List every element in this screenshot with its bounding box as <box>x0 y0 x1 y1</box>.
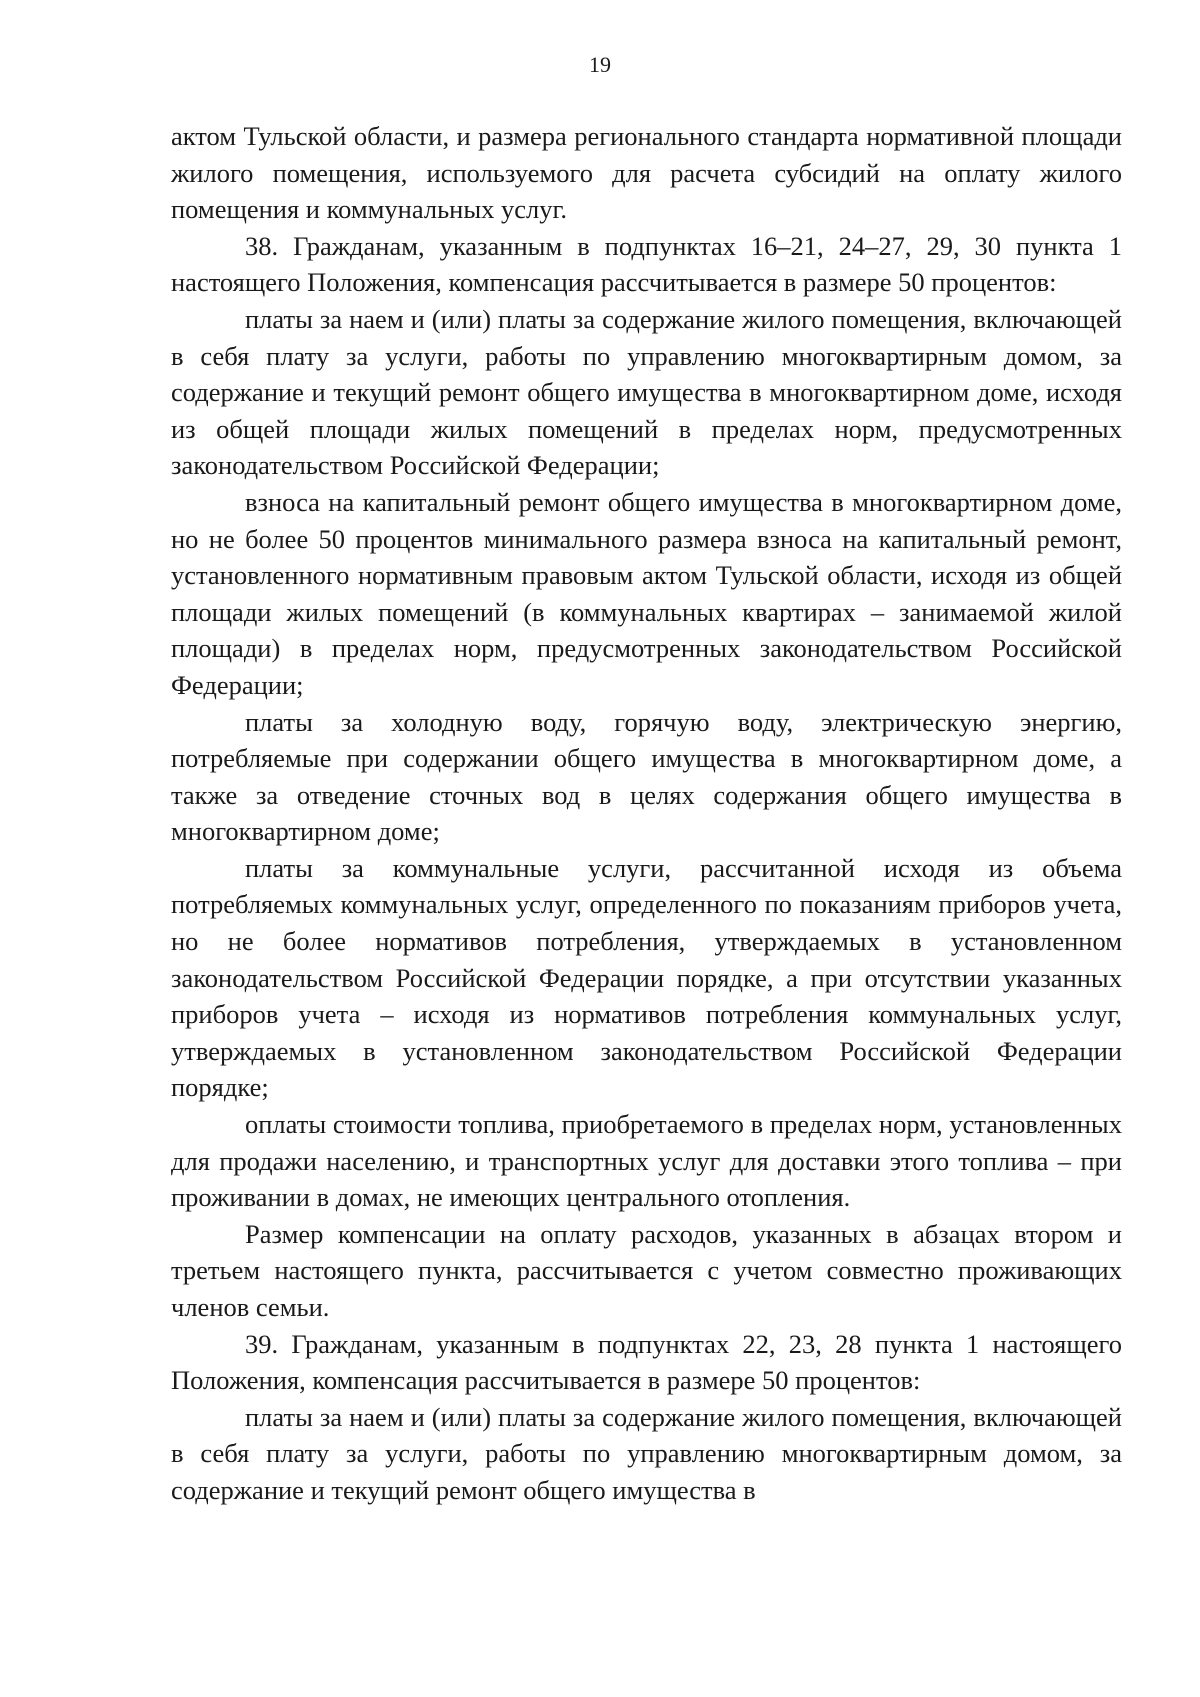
paragraph-utilities: платы за коммунальные услуги, рассчитанной исходя из объема потребляемых коммунальных услуг, определенного по показаниям приборов учета, но не более нормативов потребления, утверждаемых в установленном законодательством Российской Федерации порядке, а при отсутствии указанных приборов учета – исходя из нормативов потребления коммунальных услуг, утверждаемых в установленном законодательством Российской Федерации порядке; <box>171 852 1122 1103</box>
paragraph-item-38: 38. Гражданам, указанным в подпунктах 16–21, 24–27, 29, 30 пункта 1 настоящего Положения, компенсация рассчитывается в размере 50 процентов: <box>171 230 1122 298</box>
paragraph-capital-repair: взноса на капитальный ремонт общего имущества в многоквартирном доме, но не более 50 процентов минимального размера взноса на капитальный ремонт, установленного нормативным правовым актом Тульской области, исходя из общей площади жилых помещений (в коммунальных квартирах – занимаемой жилой площади) в пределах норм, предусмотренных законодательством Российской Федерации; <box>171 486 1122 700</box>
paragraph-continuation: актом Тульской области, и размера регионального стандарта нормативной площади жилого помещения, используемого для расчета субсидий на оплату жилого помещения и коммунальных услуг. <box>171 121 1122 225</box>
paragraph-water-energy: платы за холодную воду, горячую воду, электрическую энергию, потребляемые при содержании общего имущества в многоквартирном доме, а также за отведение сточных вод в целях содержания общего имущества в многоквартирном доме; <box>171 706 1122 847</box>
paragraph-compensation-size: Размер компенсации на оплату расходов, указанных в абзацах втором и третьем настоящего пункта, рассчитывается с учетом совместно проживающих членов семьи. <box>171 1218 1122 1322</box>
page-number: 19 <box>589 52 611 77</box>
paragraph-rent-payment: платы за наем и (или) платы за содержание жилого помещения, включающей в себя плату за услуги, работы по управлению многоквартирным домом, за содержание и текущий ремонт общего имущества в многоквартирном доме, исходя из общей площади жилых помещений в пределах норм, предусмотренных законодательством Российской Федерации; <box>171 303 1122 481</box>
document-body <box>171 118 1122 1509</box>
paragraph-rent-payment-39: платы за наем и (или) платы за содержание жилого помещения, включающей в себя плату за услуги, работы по управлению многоквартирным домом, за содержание и текущий ремонт общего имущества в <box>171 1401 1122 1505</box>
paragraph-fuel: оплаты стоимости топлива, приобретаемого в пределах норм, установленных для продажи населению, и транспортных услуг для доставки этого топлива – при проживании в домах, не имеющих центрального отопления. <box>171 1109 1122 1213</box>
paragraph-item-39: 39. Гражданам, указанным в подпунктах 22, 23, 28 пункта 1 настоящего Положения, компенсация рассчитывается в размере 50 процентов: <box>171 1328 1122 1396</box>
